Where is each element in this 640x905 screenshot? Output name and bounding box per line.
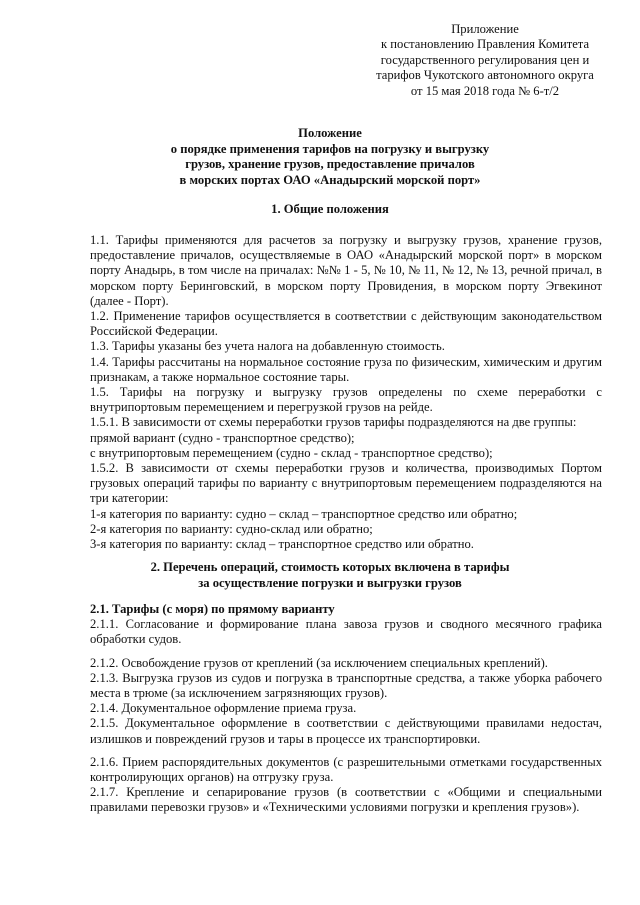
paragraph-2-1-7: 2.1.7. Крепление и сепарирование грузов (в соответствии с «Общими и специальными правилами перевозки грузов» и «Техническими условиями погрузки и крепления грузов»). (90, 785, 602, 815)
title-line: грузов, хранение грузов, предоставление причалов (185, 157, 475, 172)
section-1-heading (80, 202, 580, 218)
paragraph-1-3: 1.3. Тарифы указаны без учета налога на добавленную стоимость. (90, 339, 445, 354)
paragraph-1-5-1: 1.5.1. В зависимости от схемы переработки грузов тарифы подразделяются на две группы: (90, 415, 577, 430)
paragraph-1-5-2: 1.5.2. В зависимости от схемы переработки грузов и количества, производимых Портом грузовых операций тарифы по варианту с внутрипортовым перемещением подразделяются на три категории: (90, 461, 602, 506)
paragraph-2-1-4: 2.1.4. Документальное оформление приема груза. (90, 701, 357, 716)
category-1: 1-я категория по варианту: судно – склад – транспортное средство или обратно; (90, 506, 518, 521)
approval-line: тарифов Чукотского автономного округа (376, 68, 594, 83)
approval-line: Приложение (451, 22, 519, 36)
section-2-heading (80, 560, 580, 591)
section-heading-text: за осуществление погрузки и выгрузки грузов (198, 575, 462, 590)
document-title (80, 126, 580, 188)
approval-line: государственного регулирования цен и (380, 52, 590, 67)
approval-line: к постановлению Правления Комитета (380, 37, 590, 52)
paragraph-1-5-1-a: прямой вариант (судно - транспортное средство); (90, 430, 355, 445)
paragraph-1-5: 1.5. Тарифы на погрузку и выгрузку грузов определены по схеме переработки с внутрипортовым перемещением и перегрузкой грузов на рейде. (90, 385, 602, 415)
paragraph-1-4: 1.4. Тарифы рассчитаны на нормальное состояние груза по физическим, химическим и другим признакам, а также нормальное состояние тары. (90, 354, 602, 384)
paragraph-2-1-1: 2.1.1. Согласование и формирование плана завоза грузов и сводного месячного графика обработки судов. (90, 617, 602, 647)
paragraph-1-5-1-b: с внутрипортовым перемещением (судно - склад - транспортное средство); (90, 445, 493, 460)
section-heading-text: 1. Общие положения (271, 202, 389, 216)
paragraph-2-1-3: 2.1.3. Выгрузка грузов из судов и погрузка в транспортные средства, а также уборка рабочего места в трюме (за исключением загрязняющих грузов). (90, 670, 602, 701)
approval-line: от 15 мая 2018 года № 6-т/2 (410, 83, 560, 98)
paragraph-2-1-5: 2.1.5. Документальное оформление в соответствии с действующими правилами недостач, излишков и повреждений грузов и тары в процессе их транспортировки. (90, 716, 602, 746)
paragraph-1-2: 1.2. Применение тарифов осуществляется в соответствии с действующим законодательством Российской Федерации. (90, 309, 602, 339)
title-line: о порядке применения тарифов на погрузку и выгрузку (170, 141, 490, 156)
approval-block (350, 22, 620, 99)
paragraph-1-1: 1.1. Тарифы применяются для расчетов за погрузку и выгрузку грузов, хранение грузов, предоставление причалов, осуществляемые в ОАО «Анадырский морской порт» в морском порту Анадырь, в том числе на причалах: №№ 1 - 5, № 10, № 11, № 12, № 13, речной причал, в морском порту Беринговский, в морском порту Провидения, в морском порту Эгвекинот (далее - Порт). (90, 233, 602, 308)
section-1-body (90, 233, 602, 552)
category-3: 3-я категория по варианту: склад – транспортное средство или обратно. (90, 537, 474, 552)
title-line: в морских портах ОАО «Анадырский морской порт» (179, 172, 481, 187)
category-2: 2-я категория по варианту: судно-склад или обратно; (90, 521, 373, 536)
title-line: Положение (298, 126, 362, 140)
paragraph-2-1-6: 2.1.6. Прием распорядительных документов (с разрешительными отметками государственных контролирующих органов) на отгрузку груза. (90, 754, 602, 785)
section-heading-text: 2. Перечень операций, стоимость которых включена в тарифы (150, 560, 510, 574)
subsection-2-1-heading: 2.1. Тарифы (с моря) по прямому варианту (90, 602, 335, 616)
section-2-body (90, 602, 602, 816)
paragraph-2-1-2: 2.1.2. Освобождение грузов от креплений (за исключением специальных креплений). (90, 655, 548, 670)
